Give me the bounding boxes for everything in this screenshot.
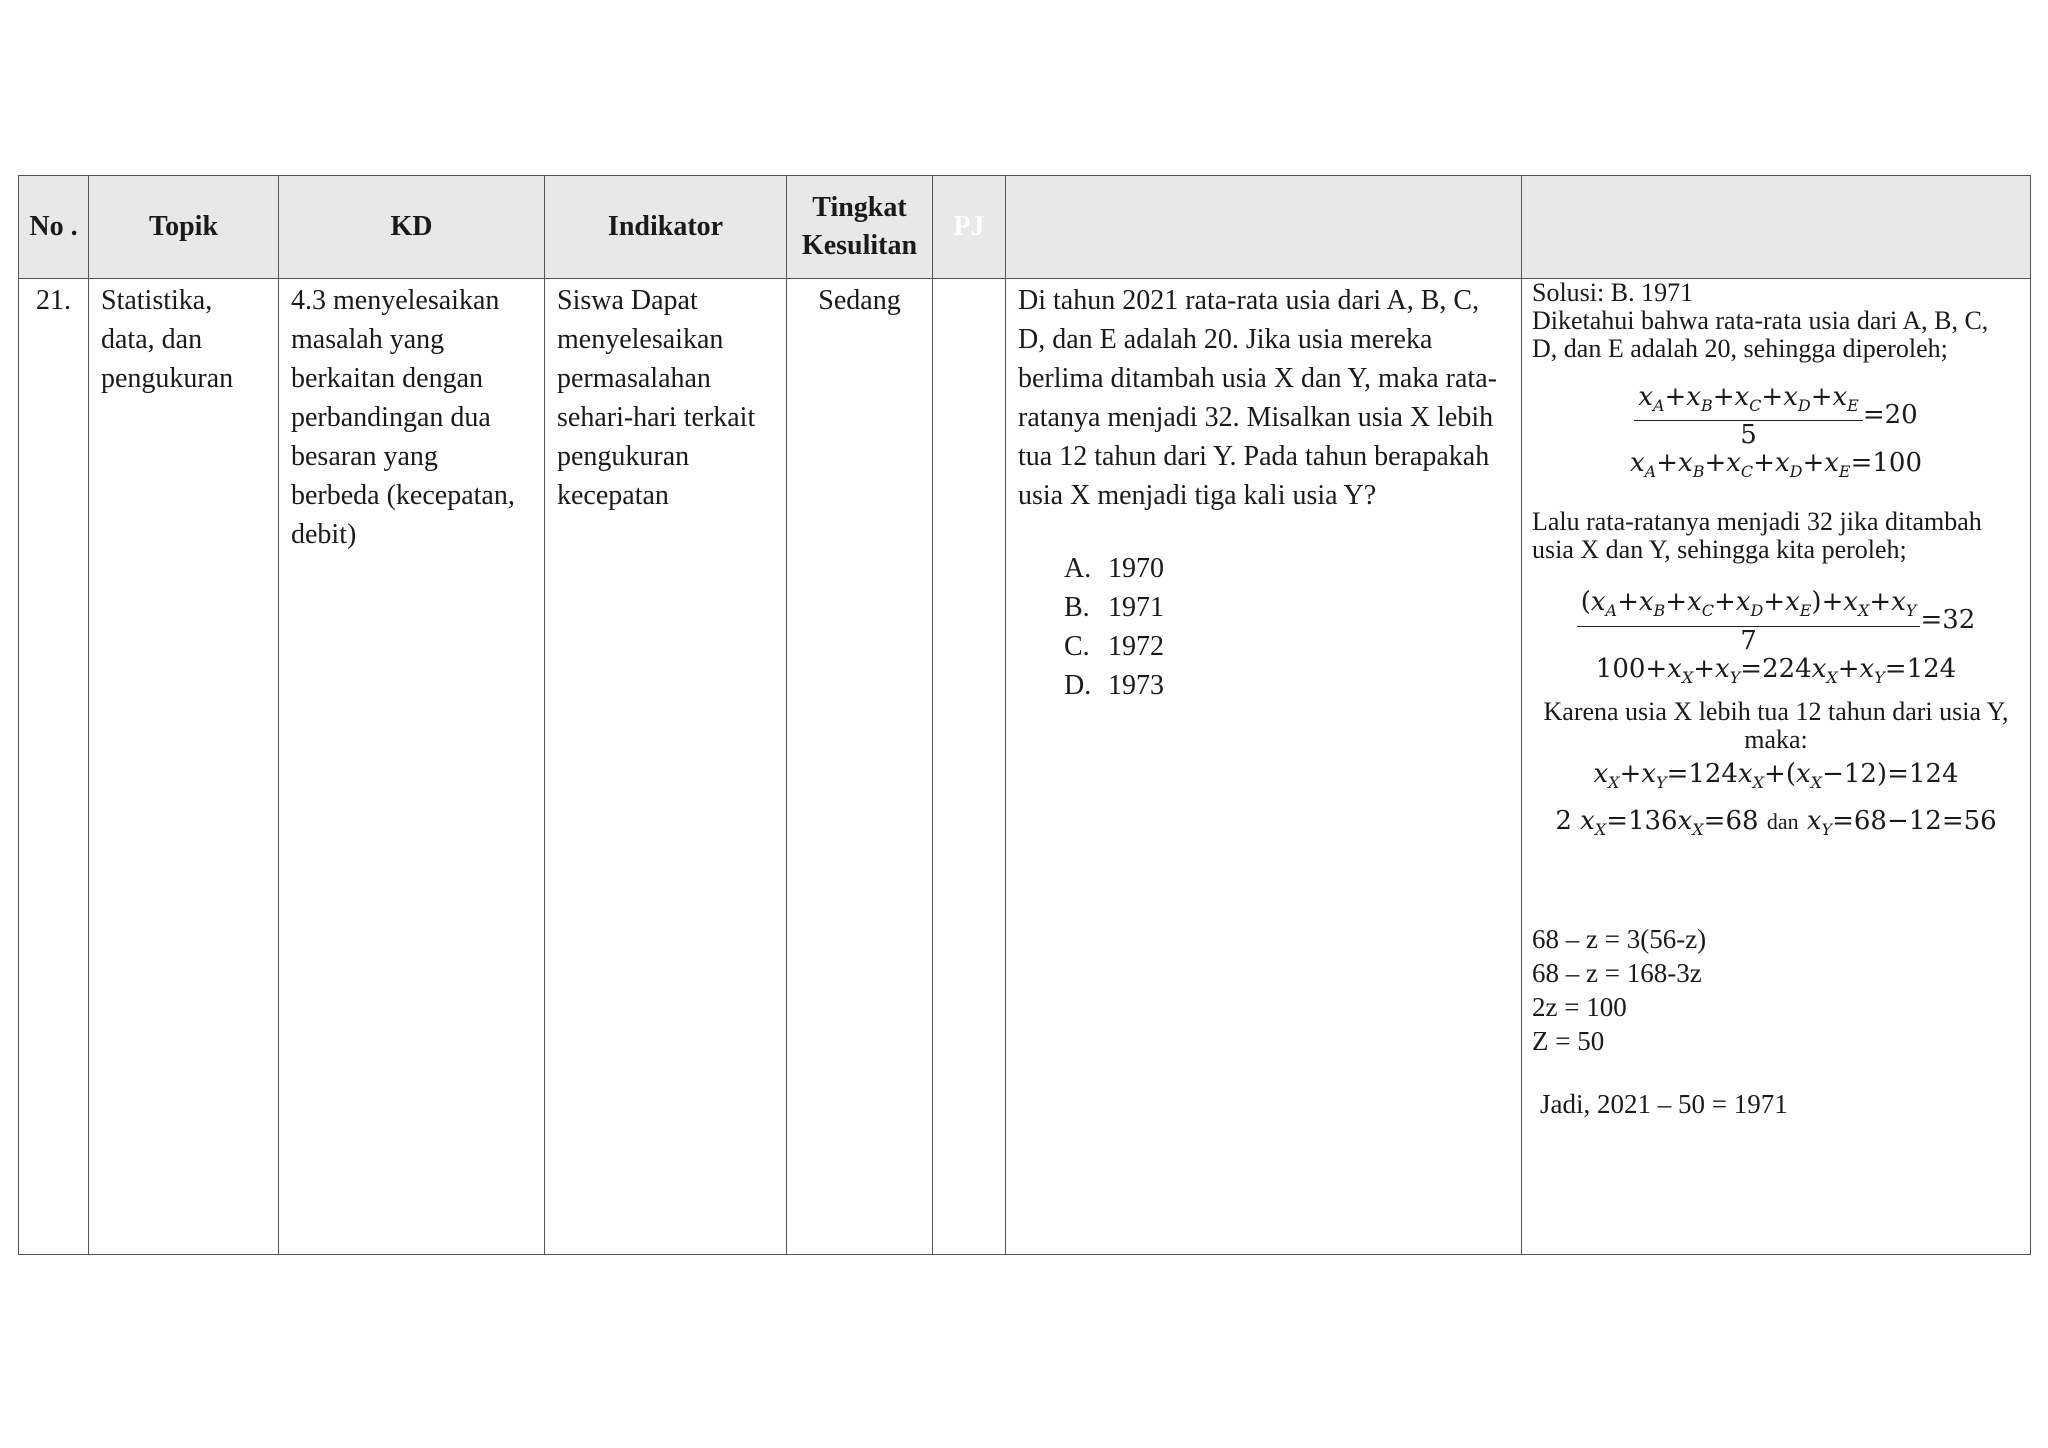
cell-no: 21. (19, 279, 89, 1255)
option-b: B. 1971 (1064, 592, 1164, 623)
equation-5: $x_X+x_Y=124x_X+(x_X-12)=124$ (1593, 758, 1959, 792)
step-line: Z = 50 (1532, 1026, 1605, 1057)
cell-pj (933, 279, 1006, 1255)
equation-4: $100+x_X+x_Y=224x_X+x_Y=124$ (1595, 653, 1957, 687)
equation-6: 2 $x_X=136x_X=68$ dan $x_Y=68-12=56$ (1555, 805, 1997, 840)
header-solusi (1522, 176, 2031, 279)
answer-options (1018, 549, 1509, 705)
step-line: 68 – z = 168-3z (1532, 958, 1702, 989)
header-indikator: Indikator (545, 176, 787, 279)
cell-indikator: Siswa Dapat menyelesaikan permasalahan sehari-hari terkait pengukuran kecepatan (545, 279, 787, 1255)
equation-1: $\frac{x_A+x_B+x_C+x_D+x_E}{5}$ =20 (1532, 383, 2020, 449)
cell-kd: 4.3 menyelesaikan masalah yang berkaitan dengan perbandingan dua besaran yang berbeda (kecepatan, debit) (279, 279, 545, 1255)
option-d: D. 1973 (1064, 670, 1164, 701)
solution-paragraph-1: Diketahui bahwa rata-rata usia dari A, B, C, D, dan E adalah 20, sehingga diperoleh; (1532, 306, 1989, 363)
header-pj: PJ (933, 176, 1006, 279)
cell-tingkat-kesulitan: Sedang (787, 279, 933, 1255)
step-line: 68 – z = 3(56-z) (1532, 924, 1707, 955)
header-no: No . (19, 176, 89, 279)
equation-3: $\frac{(x_A+x_B+x_C+x_D+x_E)+x_X+x_Y}{7}$ =32 (1532, 588, 2020, 654)
header-tingkat-kesulitan: Tingkat Kesulitan (787, 176, 933, 279)
option-c: C. 1972 (1064, 631, 1164, 662)
header-topik: Topik (89, 176, 279, 279)
header-row (19, 176, 2031, 279)
solution-paragraph-3: Karena usia X lebih tua 12 tahun dari usia Y, maka: (1543, 696, 2009, 754)
cell-question (1006, 279, 1522, 1255)
solution-steps (1532, 922, 2020, 1058)
header-kd: KD (279, 176, 545, 279)
question-text: Di tahun 2021 rata-rata usia dari A, B, C, D, dan E adalah 20. Jika usia mereka berlima ditambah usia X dan Y, maka rata-ratanya menjadi 32. Misalkan usia X lebih tua 12 tahun dari Y. Pada tahun berapakah usia X menjadi tiga kali usia Y? (1018, 285, 1497, 511)
cell-solution (1522, 279, 2031, 1255)
solution-conclusion: Jadi, 2021 – 50 = 1971 (1540, 1089, 1788, 1120)
step-line: 2z = 100 (1532, 992, 1627, 1023)
option-a: A. 1970 (1064, 553, 1164, 584)
solution-title: Solusi: B. 1971 (1532, 278, 1694, 307)
cell-topik: Statistika, data, dan pengukuran (89, 279, 279, 1255)
header-soal (1006, 176, 1522, 279)
equation-2: $x_A+x_B+x_C+x_D+x_E=100$ (1630, 448, 1922, 482)
table-row (19, 279, 2031, 1255)
question-table (18, 175, 2031, 1255)
solution-paragraph-2: Lalu rata-ratanya menjadi 32 jika ditambah usia X dan Y, sehingga kita peroleh; (1532, 507, 1982, 565)
